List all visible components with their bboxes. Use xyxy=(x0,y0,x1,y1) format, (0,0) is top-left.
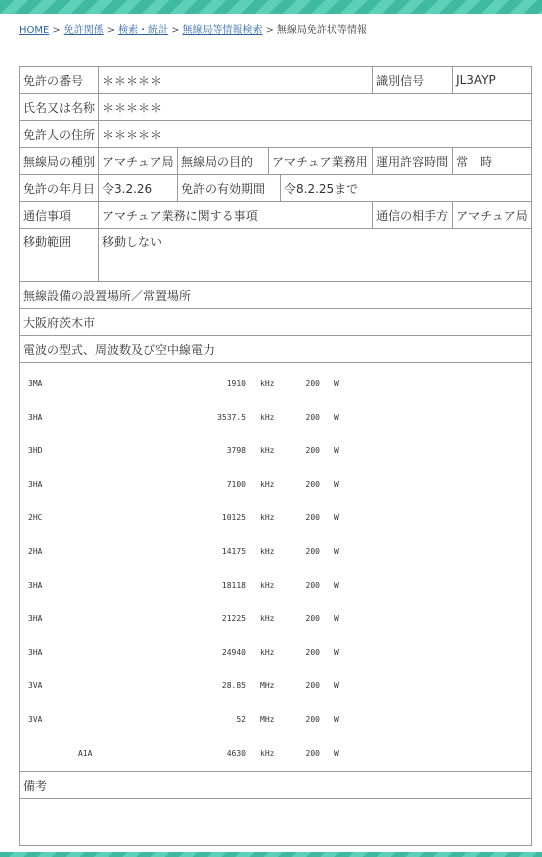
row-name xyxy=(20,94,532,121)
emission-power-unit: W xyxy=(334,647,339,657)
emission-row xyxy=(20,681,531,693)
breadcrumb xyxy=(19,24,367,38)
emission-power-unit: W xyxy=(334,547,339,556)
purpose-label: 無線局の目的 xyxy=(178,148,269,175)
purpose-value: アマチュア業務用 xyxy=(269,148,373,175)
emission-row xyxy=(20,446,531,458)
address-value: ＊＊＊＊＊ xyxy=(99,121,532,148)
emission-power: 200 xyxy=(305,513,320,523)
emission-frequency: 10125 xyxy=(221,513,246,523)
row-station-type xyxy=(20,148,532,175)
emission-type: 3HD xyxy=(28,446,43,456)
emission-unit: kHz xyxy=(260,446,275,456)
emission-row xyxy=(20,379,531,391)
emission-frequency: 1910 xyxy=(226,379,246,388)
emission-power: 200 xyxy=(305,412,320,422)
operating-hours-label: 運用許容時間 xyxy=(373,148,453,175)
row-emissions xyxy=(20,363,532,772)
emission-frequency: 21225 xyxy=(221,614,246,624)
emission-row xyxy=(20,413,531,425)
emission-power-unit: W xyxy=(334,446,339,456)
header-stripe xyxy=(0,0,542,14)
emission-type: 3HA xyxy=(28,647,43,657)
row-remarks-label xyxy=(20,772,532,799)
emission-power-unit: W xyxy=(334,379,339,388)
station-type-label: 無線局の種別 xyxy=(20,148,99,175)
emission-power: 200 xyxy=(305,379,320,388)
emission-type: 2HA xyxy=(28,547,43,556)
emission-type: 3HA xyxy=(28,412,43,422)
breadcrumb-search-link[interactable]: 検索・統計 xyxy=(118,25,169,36)
emission-type: 2HC xyxy=(28,513,43,523)
row-radio-label xyxy=(20,336,532,363)
emission-unit: kHz xyxy=(260,513,275,523)
emission-unit: kHz xyxy=(260,647,275,657)
breadcrumb-current: 無線局免許状等情報 xyxy=(276,25,367,36)
emission-type: 3VA xyxy=(28,715,43,724)
emission-power: 200 xyxy=(305,681,320,691)
emission-type: 3HA xyxy=(28,614,43,624)
emission-frequency: 14175 xyxy=(221,547,246,556)
communication-value: アマチュア業務に関する事項 xyxy=(99,202,373,229)
breadcrumb-home-link[interactable]: HOME xyxy=(19,25,50,36)
emission-frequency: 28.85 xyxy=(221,681,246,691)
emission-unit: kHz xyxy=(260,580,275,590)
emission-unit: kHz xyxy=(260,547,275,556)
emission-power: 200 xyxy=(305,580,320,590)
emission-unit: kHz xyxy=(260,748,275,758)
emission-power: 200 xyxy=(305,647,320,657)
emission-row xyxy=(20,480,531,492)
emission-power: 200 xyxy=(305,446,320,456)
emission-unit: kHz xyxy=(260,379,275,388)
emission-power: 200 xyxy=(305,479,320,489)
communication-label: 通信事項 xyxy=(20,202,99,229)
license-date-value: 令3.2.26 xyxy=(99,175,178,202)
range-label: 移動範囲 xyxy=(20,229,99,282)
emission-frequency: 52 xyxy=(236,715,246,724)
row-address xyxy=(20,121,532,148)
emission-power-unit: W xyxy=(334,580,339,590)
emission-power-unit: W xyxy=(334,614,339,624)
location-value: 大阪府茨木市 xyxy=(20,309,532,336)
emission-frequency: 24940 xyxy=(221,647,246,657)
partner-value: アマチュア局 xyxy=(453,202,532,229)
emission-type: 3MA xyxy=(28,379,43,388)
row-remarks-value xyxy=(20,799,532,846)
emission-row xyxy=(20,614,531,626)
emission-power: 200 xyxy=(305,715,320,724)
remarks-value xyxy=(20,799,532,846)
emission-row xyxy=(20,513,531,525)
emission-unit: MHz xyxy=(260,681,275,691)
emission-frequency: 18118 xyxy=(221,580,246,590)
emission-row xyxy=(20,648,531,660)
remarks-label: 備考 xyxy=(20,772,532,799)
address-label: 免許人の住所 xyxy=(20,121,99,148)
row-communication xyxy=(20,202,532,229)
license-number-value: ＊＊＊＊＊ xyxy=(99,67,373,94)
breadcrumb-station-search-link[interactable]: 無線局等情報検索 xyxy=(182,25,263,36)
emission-power-unit: W xyxy=(334,681,339,691)
row-location-label xyxy=(20,282,532,309)
emission-row xyxy=(20,547,531,559)
breadcrumb-separator: > xyxy=(265,25,274,36)
emission-unit: kHz xyxy=(260,614,275,624)
breadcrumb-license-link[interactable]: 免許関係 xyxy=(63,25,104,36)
emission-unit: kHz xyxy=(260,412,275,422)
emission-type: 3HA xyxy=(28,479,43,489)
location-label: 無線設備の設置場所／常置場所 xyxy=(20,282,532,309)
emission-power-unit: W xyxy=(334,715,339,724)
emission-power-unit: W xyxy=(334,513,339,523)
emission-frequency: 4630 xyxy=(226,748,246,758)
breadcrumb-separator: > xyxy=(106,25,116,36)
footer-stripe xyxy=(0,852,542,857)
license-number-label: 免許の番号 xyxy=(20,67,99,94)
emission-unit: MHz xyxy=(260,715,275,724)
emission-row xyxy=(20,749,531,761)
row-location-value xyxy=(20,309,532,336)
license-date-label: 免許の年月日 xyxy=(20,175,99,202)
breadcrumb-separator: > xyxy=(171,25,180,36)
emission-power: 200 xyxy=(305,547,320,556)
emission-type: A1A xyxy=(78,748,93,758)
row-dates xyxy=(20,175,532,202)
operating-hours-value: 常 時 xyxy=(453,148,532,175)
row-range xyxy=(20,229,532,282)
validity-value: 令8.2.25まで xyxy=(281,175,532,202)
emission-type: 3VA xyxy=(28,681,43,691)
validity-label: 免許の有効期間 xyxy=(178,175,281,202)
emission-list-cell xyxy=(20,363,532,772)
emission-power-unit: W xyxy=(334,479,339,489)
station-type-value: アマチュア局 xyxy=(99,148,178,175)
emission-frequency: 3537.5 xyxy=(217,412,246,422)
emission-row xyxy=(20,715,531,727)
emission-power-unit: W xyxy=(334,412,339,422)
callsign-label: 識別信号 xyxy=(373,67,453,94)
radio-spec-label: 電波の型式、周波数及び空中線電力 xyxy=(20,336,532,363)
name-value: ＊＊＊＊＊ xyxy=(99,94,532,121)
emission-frequency: 3798 xyxy=(226,446,246,456)
emission-row xyxy=(20,581,531,593)
emission-frequency: 7100 xyxy=(226,479,246,489)
emission-power: 200 xyxy=(305,614,320,624)
name-label: 氏名又は名称 xyxy=(20,94,99,121)
emission-type: 3HA xyxy=(28,580,43,590)
emission-unit: kHz xyxy=(260,479,275,489)
breadcrumb-separator: > xyxy=(52,25,61,36)
row-number xyxy=(20,67,532,94)
range-value: 移動しない xyxy=(99,229,532,282)
callsign-value: JL3AYP xyxy=(453,67,532,94)
emission-power-unit: W xyxy=(334,748,339,758)
partner-label: 通信の相手方 xyxy=(373,202,453,229)
emission-power: 200 xyxy=(305,748,320,758)
emission-list xyxy=(20,363,531,771)
license-table xyxy=(19,66,532,846)
